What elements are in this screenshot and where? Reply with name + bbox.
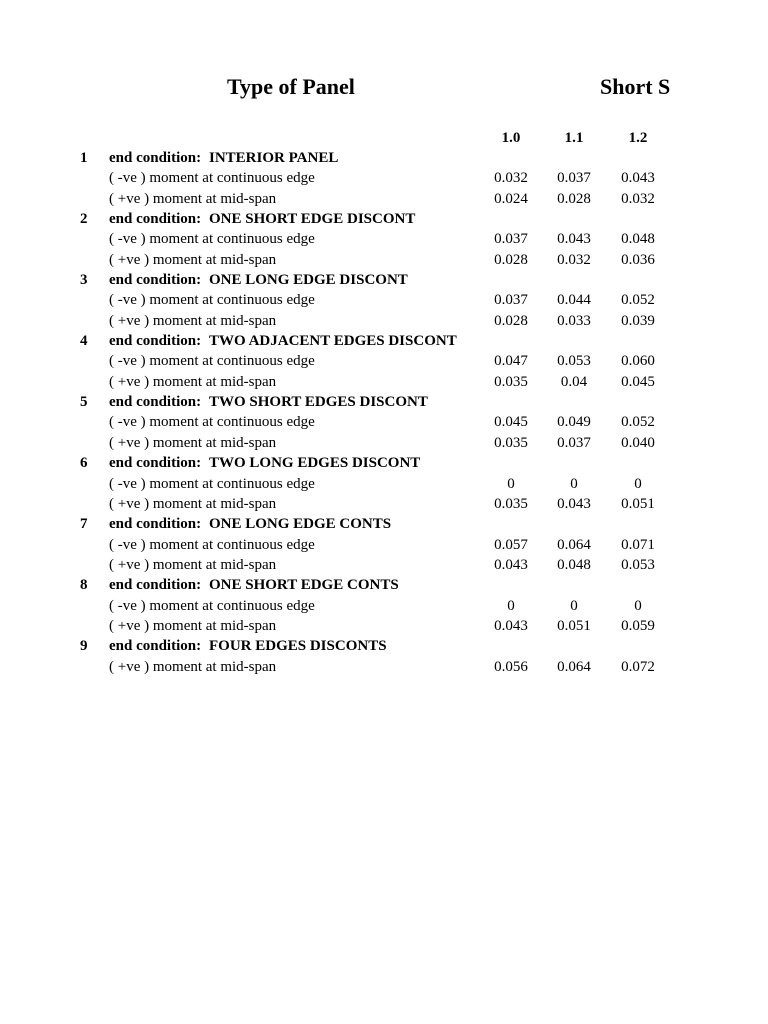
moment-row — [0, 657, 768, 677]
moment-label: ( -ve ) moment at continuous edge — [109, 292, 315, 309]
condition-number: 3 — [80, 272, 88, 289]
condition-number: 6 — [80, 455, 88, 472]
moment-label: ( +ve ) moment at mid-span — [109, 658, 277, 675]
coefficient-value: 0 — [570, 597, 578, 614]
coefficient-value: 0.032 — [494, 170, 528, 187]
moment-row — [0, 311, 768, 331]
coefficient-value: 0 — [507, 475, 515, 492]
condition-number: 4 — [80, 333, 88, 350]
moment-label: ( +ve ) moment at mid-span — [109, 556, 277, 573]
condition-number: 9 — [80, 638, 88, 655]
moment-label: ( +ve ) moment at mid-span — [109, 617, 277, 634]
moment-row — [0, 189, 768, 209]
condition-label: end condition: — [109, 638, 202, 655]
condition-name: TWO SHORT EDGES DISCONT — [209, 394, 428, 411]
coefficient-value: 0.037 — [494, 231, 528, 248]
condition-row — [0, 331, 768, 351]
condition-label: end condition: — [109, 150, 202, 166]
condition-number: 1 — [80, 150, 88, 166]
coefficient-value: 0.072 — [621, 658, 655, 675]
moment-label: ( -ve ) moment at continuous edge — [109, 536, 315, 553]
condition-row — [0, 209, 768, 229]
moment-label: ( +ve ) moment at mid-span — [109, 434, 277, 451]
coefficient-value: 0.043 — [621, 170, 655, 187]
coefficient-value: 0.037 — [557, 170, 591, 187]
condition-number: 2 — [80, 211, 88, 228]
moment-row — [0, 474, 768, 494]
coefficient-value: 0.036 — [621, 251, 655, 268]
moment-row — [0, 433, 768, 453]
coefficient-value: 0 — [570, 475, 578, 492]
moment-label: ( -ve ) moment at continuous edge — [109, 414, 315, 431]
coefficient-value: 0.032 — [557, 251, 591, 268]
coefficient-value: 0.024 — [494, 190, 528, 207]
coefficient-value: 0.052 — [621, 292, 655, 309]
moment-row — [0, 616, 768, 636]
condition-name: ONE LONG EDGE CONTS — [209, 516, 392, 533]
coefficient-value: 0.047 — [494, 353, 528, 370]
moment-label: ( +ve ) moment at mid-span — [109, 190, 277, 207]
coefficient-value: 0 — [634, 475, 642, 492]
moment-row — [0, 250, 768, 270]
moment-label: ( +ve ) moment at mid-span — [109, 495, 277, 512]
coefficient-value: 0 — [634, 597, 642, 614]
coefficient-value: 0.035 — [494, 495, 528, 512]
condition-label: end condition: — [109, 333, 202, 350]
coefficient-value: 0.037 — [494, 292, 528, 309]
moment-label: ( +ve ) moment at mid-span — [109, 312, 277, 329]
coefficient-value: 0.035 — [494, 434, 528, 451]
coefficient-value: 0.033 — [557, 312, 591, 329]
moment-label: ( -ve ) moment at continuous edge — [109, 170, 315, 187]
condition-name: ONE LONG EDGE DISCONT — [209, 272, 408, 289]
coefficient-value: 0.044 — [557, 292, 591, 309]
coefficient-value: 0.060 — [621, 353, 655, 370]
moment-row — [0, 412, 768, 432]
condition-name: TWO ADJACENT EDGES DISCONT — [209, 333, 457, 350]
condition-row — [0, 636, 768, 656]
coefficient-value: 0.049 — [557, 414, 591, 431]
moment-label: ( +ve ) moment at mid-span — [109, 373, 277, 390]
condition-name: INTERIOR PANEL — [209, 150, 339, 166]
coefficient-value: 0.064 — [557, 536, 591, 553]
moment-row — [0, 290, 768, 310]
coefficient-value: 0.040 — [621, 434, 655, 451]
condition-label: end condition: — [109, 455, 202, 472]
condition-row — [0, 270, 768, 290]
condition-row — [0, 453, 768, 473]
coefficient-value: 0.052 — [621, 414, 655, 431]
condition-name: FOUR EDGES DISCONTS — [209, 638, 387, 655]
moment-label: ( -ve ) moment at continuous edge — [109, 597, 315, 614]
coefficient-value: 0.048 — [557, 556, 591, 573]
coefficient-value: 0.04 — [560, 373, 588, 390]
coefficient-value: 0.048 — [621, 231, 655, 248]
moment-row — [0, 168, 768, 188]
coefficient-value: 0 — [507, 597, 515, 614]
condition-number: 8 — [80, 577, 88, 594]
moment-row — [0, 351, 768, 371]
coefficient-value: 0.059 — [621, 617, 655, 634]
coefficient-value: 0.056 — [494, 658, 528, 675]
short-span-heading: Short S — [600, 74, 671, 99]
moment-label: ( +ve ) moment at mid-span — [109, 251, 277, 268]
condition-label: end condition: — [109, 211, 202, 228]
condition-name: TWO LONG EDGES DISCONT — [209, 455, 421, 472]
moment-row — [0, 596, 768, 616]
coefficient-value: 0.057 — [494, 536, 528, 553]
coefficient-value: 0.035 — [494, 373, 528, 390]
coefficient-value: 0.043 — [494, 617, 528, 634]
condition-name: ONE SHORT EDGE CONTS — [209, 577, 399, 594]
condition-number: 5 — [80, 394, 88, 411]
condition-number: 7 — [80, 516, 88, 533]
coefficient-value: 0.071 — [621, 536, 655, 553]
moment-row — [0, 555, 768, 575]
coefficient-value: 0.045 — [621, 373, 655, 390]
coefficient-value: 0.051 — [621, 495, 655, 512]
condition-label: end condition: — [109, 394, 202, 411]
coefficient-value: 0.043 — [557, 231, 591, 248]
coefficient-value: 0.045 — [494, 414, 528, 431]
panel-type-heading: Type of Panel — [227, 74, 355, 99]
moment-row — [0, 372, 768, 392]
condition-label: end condition: — [109, 272, 202, 289]
coefficient-value: 0.051 — [557, 617, 591, 634]
moment-row — [0, 494, 768, 514]
condition-row — [0, 575, 768, 595]
coefficient-value: 0.028 — [494, 251, 528, 268]
coefficient-value: 0.043 — [557, 495, 591, 512]
moment-label: ( -ve ) moment at continuous edge — [109, 475, 315, 492]
coefficient-value: 0.032 — [621, 190, 655, 207]
condition-label: end condition: — [109, 577, 202, 594]
moment-row — [0, 535, 768, 555]
condition-label: end condition: — [109, 516, 202, 533]
condition-row — [0, 392, 768, 412]
ratio-header: 1.1 — [564, 130, 584, 146]
coefficient-value: 0.053 — [621, 556, 655, 573]
coefficient-value: 0.028 — [494, 312, 528, 329]
ratio-header: 1.0 — [501, 130, 521, 146]
ratio-header: 1.2 — [628, 130, 648, 146]
moment-label: ( -ve ) moment at continuous edge — [109, 231, 315, 248]
moment-coefficient-table — [0, 148, 768, 677]
coefficient-value: 0.039 — [621, 312, 655, 329]
coefficient-value: 0.037 — [557, 434, 591, 451]
condition-row — [0, 514, 768, 534]
condition-row — [0, 148, 768, 168]
coefficient-value: 0.053 — [557, 353, 591, 370]
coefficient-value: 0.043 — [494, 556, 528, 573]
coefficient-value: 0.028 — [557, 190, 591, 207]
condition-name: ONE SHORT EDGE DISCONT — [209, 211, 416, 228]
moment-label: ( -ve ) moment at continuous edge — [109, 353, 315, 370]
coefficient-value: 0.064 — [557, 658, 591, 675]
moment-row — [0, 229, 768, 249]
